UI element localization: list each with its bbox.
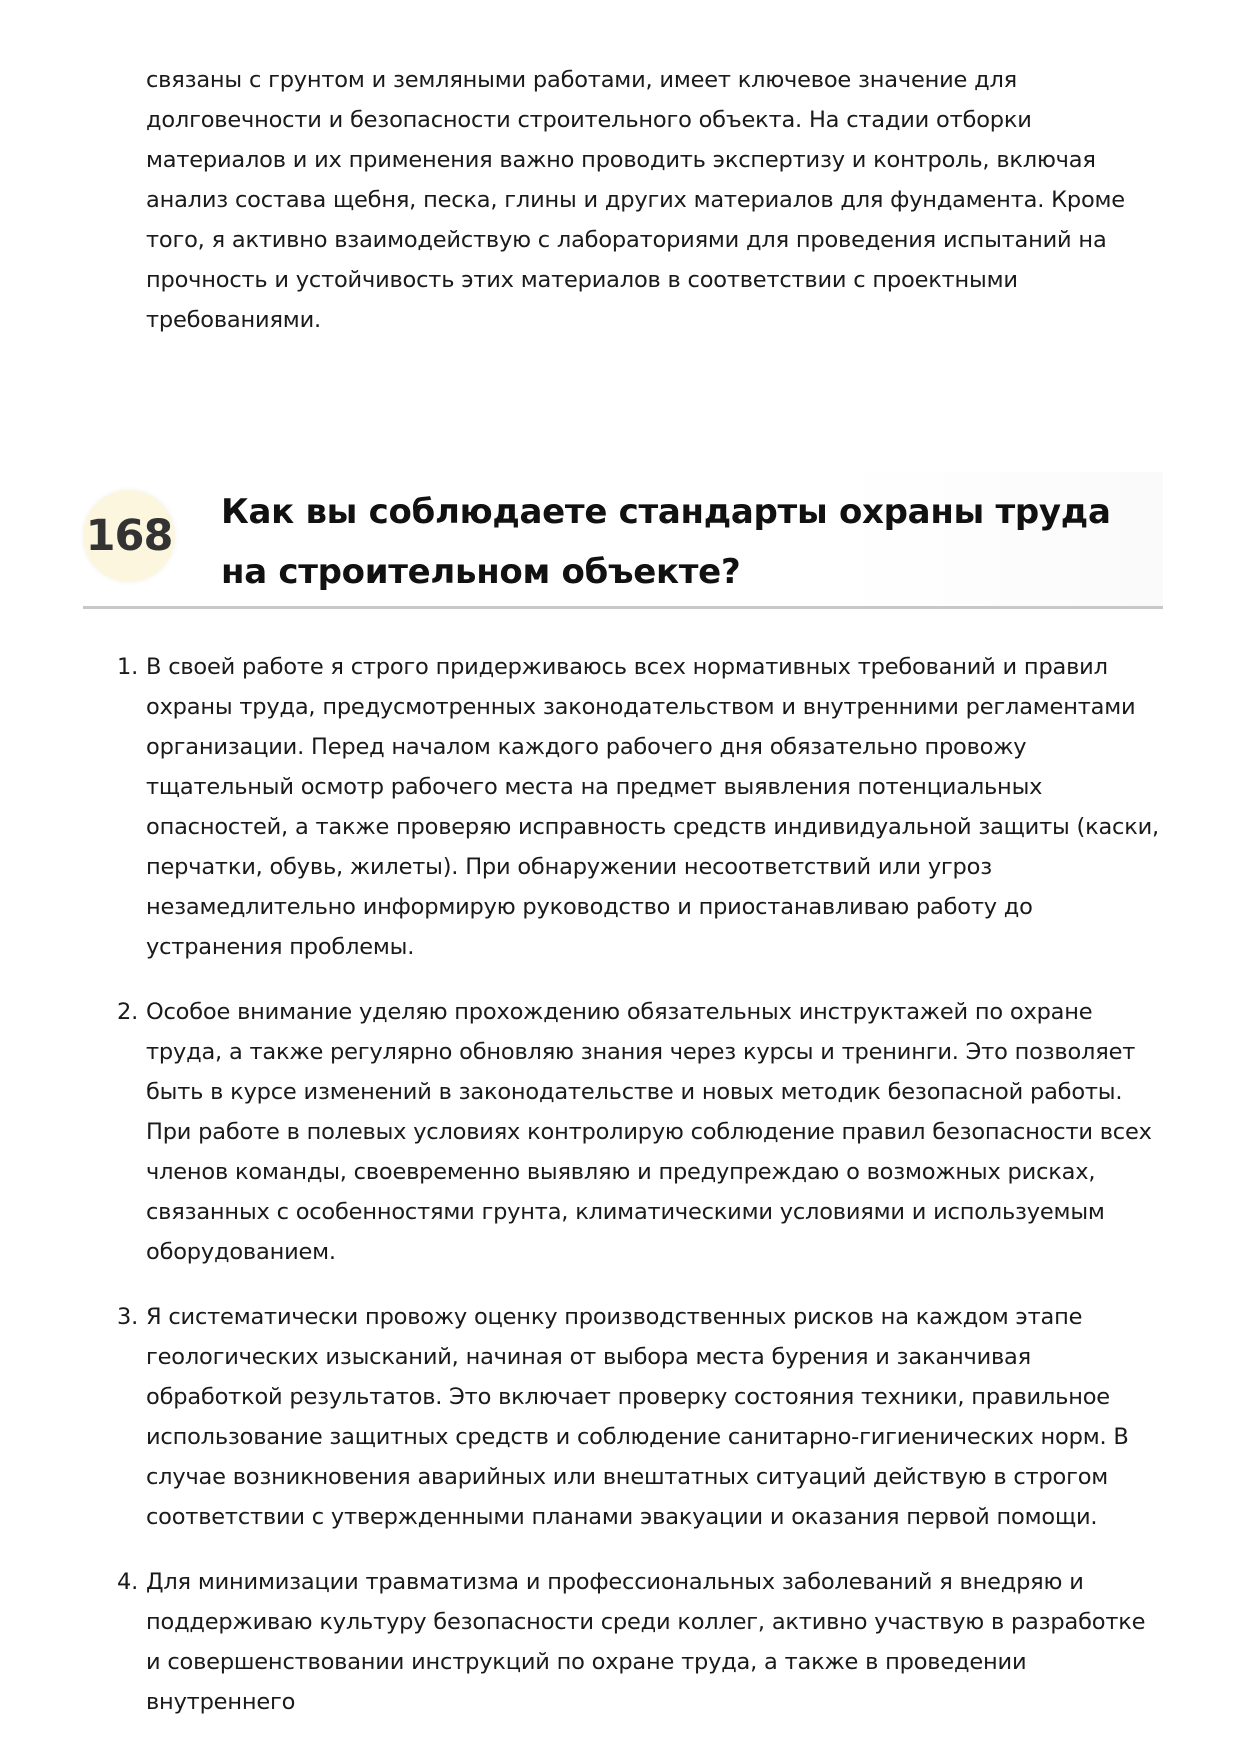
answer-text: Для минимизации травматизма и профессиональных заболеваний я внедряю и поддерживаю культуру безопасности среди коллег, активно участвую в разработке и совершенствовании инструкций по охране труда, а также в проведении внутреннего: [146, 1569, 1146, 1715]
answer-number: 4.: [117, 1569, 139, 1595]
answer-number: 2.: [117, 999, 139, 1025]
question-title: Как вы соблюдаете стандарты охраны труда на строительном объекте?: [221, 492, 1111, 592]
answer-text: Я систематически провожу оценку производственных рисков на каждом этапе геологических изысканий, начиная от выбора места бурения и заканчивая обработкой результатов. Это включает проверку состояния техники, правильное использование защитных средств и соблюдение санитарно-гигиенических норм. В случае возникновения аварийных или внештатных ситуаций действую в строгом соответствии с утвержденными планами эвакуации и оказания первой помощи.: [146, 1304, 1129, 1530]
answer-number: 1.: [117, 654, 139, 680]
answer-item: [117, 992, 1166, 1272]
question-header: [83, 472, 1163, 609]
answer-item: [117, 1297, 1166, 1537]
answer-number: 3.: [117, 1304, 139, 1330]
answer-item: [117, 1562, 1166, 1722]
answer-text: Особое внимание уделяю прохождению обязательных инструктажей по охране труда, а также регулярно обновляю знания через курсы и тренинги. Это позволяет быть в курсе изменений в законодательстве и новых методик безопасной работы. При работе в полевых условиях контролирую соблюдение правил безопасности всех членов команды, своевременно выявляю и предупреждаю о возможных рисках, связанных с особенностями грунта, климатическими условиями и используемым оборудованием.: [146, 999, 1152, 1265]
question-number-badge: 168: [83, 490, 175, 582]
answer-item: [117, 647, 1166, 967]
intro-paragraph: связаны с грунтом и земляными работами, имеет ключевое значение для долговечности и безопасности строительного объекта. На стадии отборки материалов и их применения важно проводить экспертизу и контроль, включая анализ состава щебня, песка, глины и других материалов для фундамента. Кроме того, я активно взаимодействую с лабораториями для проведения испытаний на прочность и устойчивость этих материалов в соответствии с проектными требованиями.: [146, 67, 1125, 333]
answer-text: В своей работе я строго придерживаюсь всех нормативных требований и правил охраны труда, предусмотренных законодательством и внутренними регламентами организации. Перед началом каждого рабочего дня обязательно провожу тщательный осмотр рабочего места на предмет выявления потенциальных опасностей, а также проверяю исправность средств индивидуальной защиты (каски, перчатки, обувь, жилеты). При обнаружении несоответствий или угроз незамедлительно информирую руководство и приостанавливаю работу до устранения проблемы.: [146, 654, 1159, 960]
answer-list: [117, 647, 1166, 1747]
